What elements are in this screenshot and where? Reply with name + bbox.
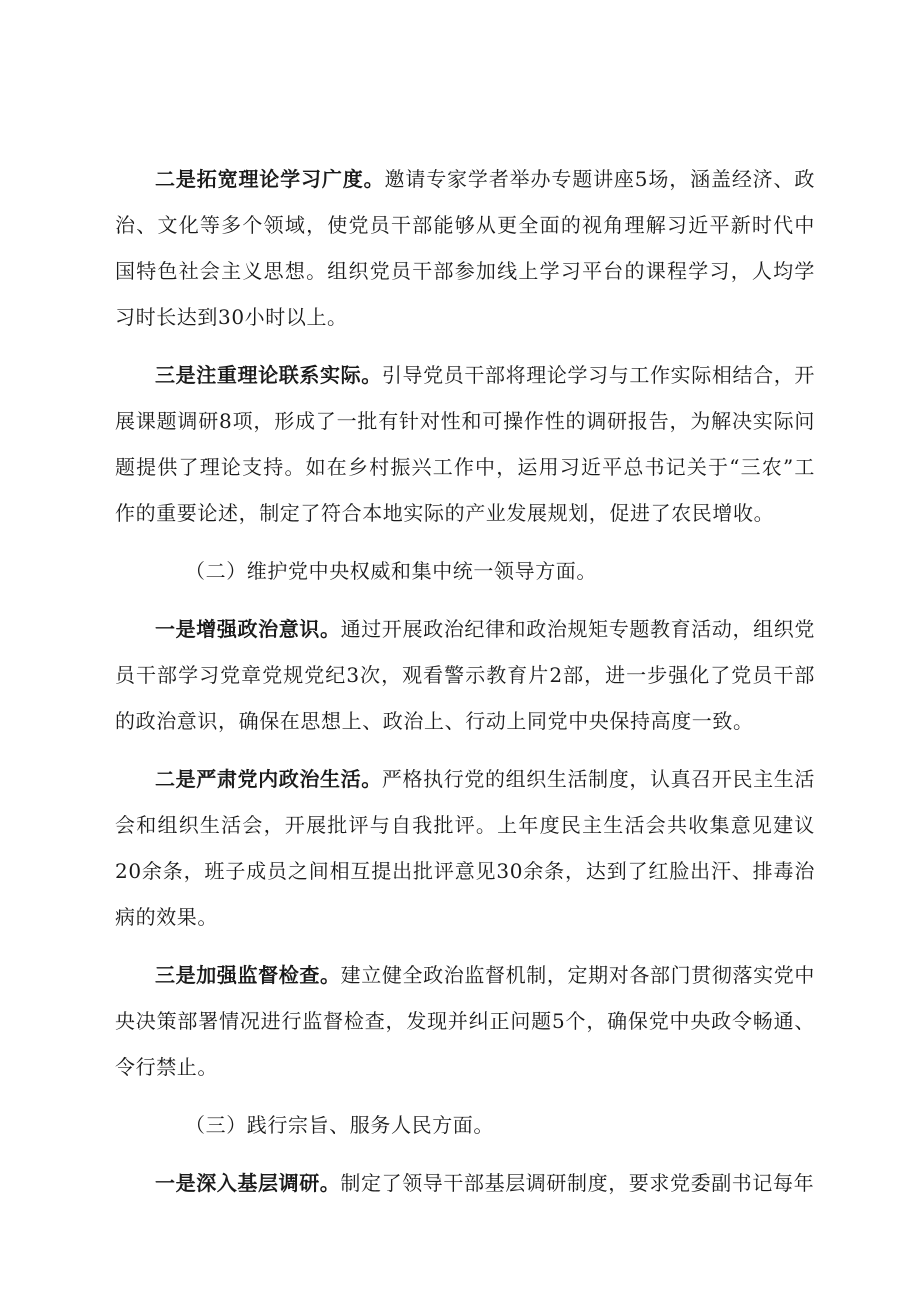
paragraph-text: 通过开展政治纪律和政治规矩专题教育活动，组织党员干部学习党章党规党纪3次，观看警示教育片2部，进一步强化了党员干部的政治意识，确保在思想上、政治上、行动上同党中央保持高度一致。 [115,617,815,733]
section-heading-3: （三）践行宗旨、服务人民方面。 [185,1113,494,1137]
paragraph-broaden-study [115,156,815,340]
paragraph-text: 建立健全政治监督机制，定期对各部门贯彻落实党中央决策部署情况进行监督检查，发现并纠正问题5个，确保党中央政令畅通、令行禁止。 [115,963,815,1079]
paragraph-supervision [115,952,815,1090]
paragraph-political-awareness [115,606,815,744]
paragraph-political-life [115,756,815,940]
paragraph-lead: 二是拓宽理论学习广度。 [155,167,385,191]
paragraph-lead: 一是深入基层调研。 [155,1171,341,1195]
paragraph-lead: 一是增强政治意识。 [155,617,341,641]
paragraph-text: 严格执行党的组织生活制度，认真召开民主生活会和组织生活会，开展批评与自我批评。上年度民主生活会共收集意见建议20余条，班子成员之间相互提出批评意见30余条，达到了红脸出汗、排毒治病的效果。 [115,767,815,929]
paragraph-lead: 二是严肃党内政治生活。 [155,767,382,791]
paragraph-theory-practice [115,352,815,536]
paragraph-text: 引导党员干部将理论学习与工作实际相结合，开展课题调研8项，形成了一批有针对性和可操作性的调研报告，为解决实际问题提供了理论支持。如在乡村振兴工作中，运用习近平总书记关于“三农”工作的重要论述，制定了符合本地实际的产业发展规划，促进了农民增收。 [115,363,815,525]
paragraph-grassroots-research [115,1160,815,1206]
paragraph-text: 制定了领导干部基层调研制度，要求党委副书记每年 [340,1171,815,1195]
paragraph-text: 邀请专家学者举办专题讲座5场，涵盖经济、政治、文化等多个领域，使党员干部能够从更全面的视角理解习近平新时代中国特色社会主义思想。组织党员干部参加线上学习平台的课程学习，人均学习时长达到30小时以上。 [115,167,815,329]
section-heading-2: （二）维护党中央权威和集中统一领导方面。 [185,559,597,583]
document-body [115,156,815,1218]
paragraph-lead: 三是加强监督检查。 [155,963,341,987]
paragraph-lead: 三是注重理论联系实际。 [155,363,382,387]
